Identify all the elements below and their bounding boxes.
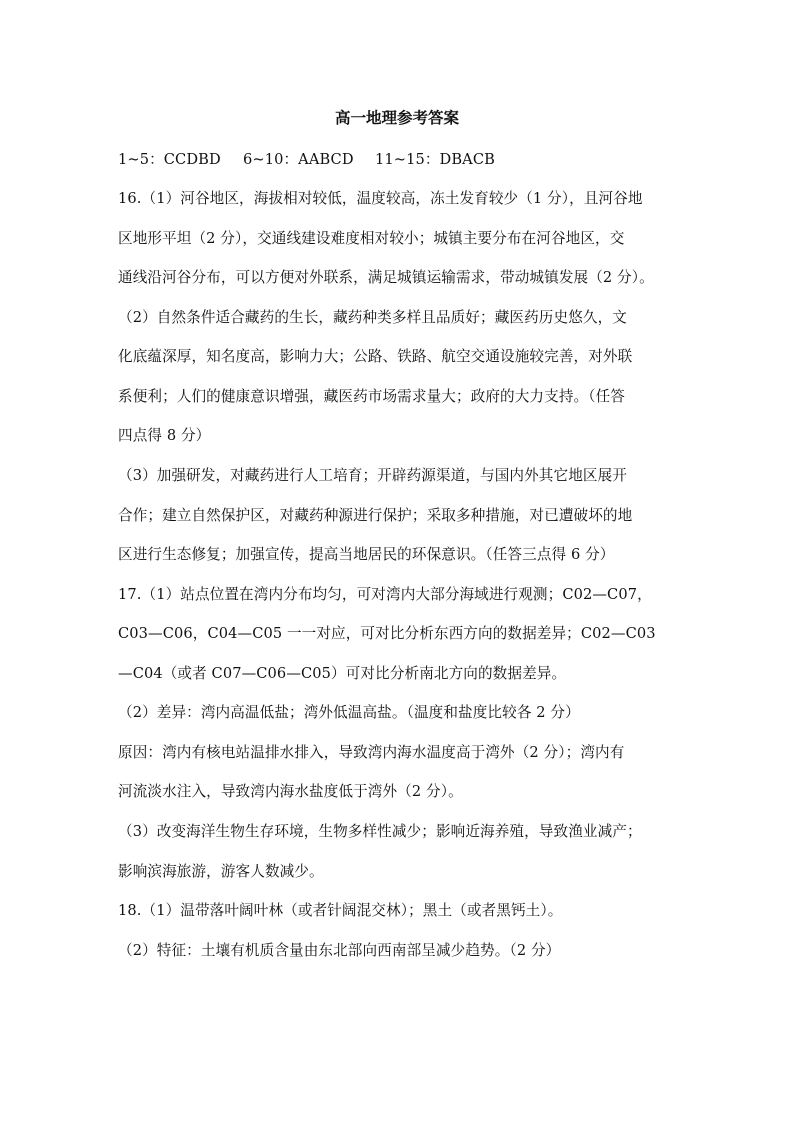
mc-answers-11-15: 11~15：DBACB	[375, 151, 495, 168]
q17-part3-line2: 影响滨海旅游，游客人数减少。	[118, 863, 324, 880]
q16-part1-line1: 16.（1）河谷地区，海拔相对较低，温度较高，冻土发育较少（1 分），且河谷地	[118, 190, 643, 207]
q16-part2-line2: 化底蕴深厚，知名度高，影响力大；公路、铁路、航空交通设施较完善，对外联	[118, 348, 633, 365]
mc-answers-6-10: 6~10：AABCD	[243, 151, 354, 168]
q18-part1-line1: 18.（1）温带落叶阔叶林（或者针阔混交林）；黑土（或者黑钙土）。	[118, 902, 563, 919]
multiple-choice-answers	[118, 150, 686, 170]
q16-part2-line4: 四点得 8 分）	[118, 427, 211, 444]
q16-part3-line1: （3）加强研发，对藏药进行人工培育；开辟药源渠道，与国内外其它地区展开	[118, 467, 627, 484]
q16-part3-line3: 区进行生态修复；加强宣传，提高当地居民的环保意识。（任答三点得 6 分）	[118, 546, 615, 563]
q17-part1-line3: —C04（或者 C07—C06—C05）可对比分析南北方向的数据差异。	[118, 665, 567, 682]
q16-part1-line2: 区地形平坦（2 分），交通线建设难度相对较小；城镇主要分布在河谷地区，交	[118, 230, 625, 247]
mc-answers-1-5: 1~5：CCDBD	[118, 151, 221, 168]
q17-part2-line1: （2）差异：湾内高温低盐；湾外低温高盐。（温度和盐度比较各 2 分）	[118, 704, 580, 721]
q16-part1-line3: 通线沿河谷分布，可以方便对外联系，满足城镇运输需求，带动城镇发展（2 分）。	[118, 269, 654, 286]
q17-part2-line2: 原因：湾内有核电站温排水排入，导致湾内海水温度高于湾外（2 分）；湾内有	[118, 744, 625, 761]
page-title: 高一地理参考答案	[334, 109, 459, 127]
q17-part1-line1: 17.（1）站点位置在湾内分布均匀，可对湾内大部分海域进行观测；C02—C07，	[118, 586, 652, 603]
q16-part2-line3: 系便利；人们的健康意识增强，藏医药市场需求量大；政府的大力支持。（任答	[118, 388, 625, 405]
q17-part1-line2: C03—C06，C04—C05 一一对应，可对比分析东西方向的数据差异；C02—C03	[118, 625, 656, 642]
q16-part2-line1: （2）自然条件适合藏药的生长，藏药种类多样且品质好；藏医药历史悠久，文	[118, 309, 627, 326]
q17-part3-line1: （3）改变海洋生物生存环境，生物多样性减少；影响近海养殖，导致渔业减产；	[118, 823, 642, 840]
q18-part2-line1: （2）特征：土壤有机质含量由东北部向西南部呈减少趋势。（2 分）	[118, 942, 561, 959]
q16-part3-line2: 合作；建立自然保护区，对藏药种源进行保护；采取多种措施，对已遭破坏的地	[118, 507, 633, 524]
q17-part2-line3: 河流淡水注入，导致湾内海水盐度低于湾外（2 分）。	[118, 783, 463, 800]
